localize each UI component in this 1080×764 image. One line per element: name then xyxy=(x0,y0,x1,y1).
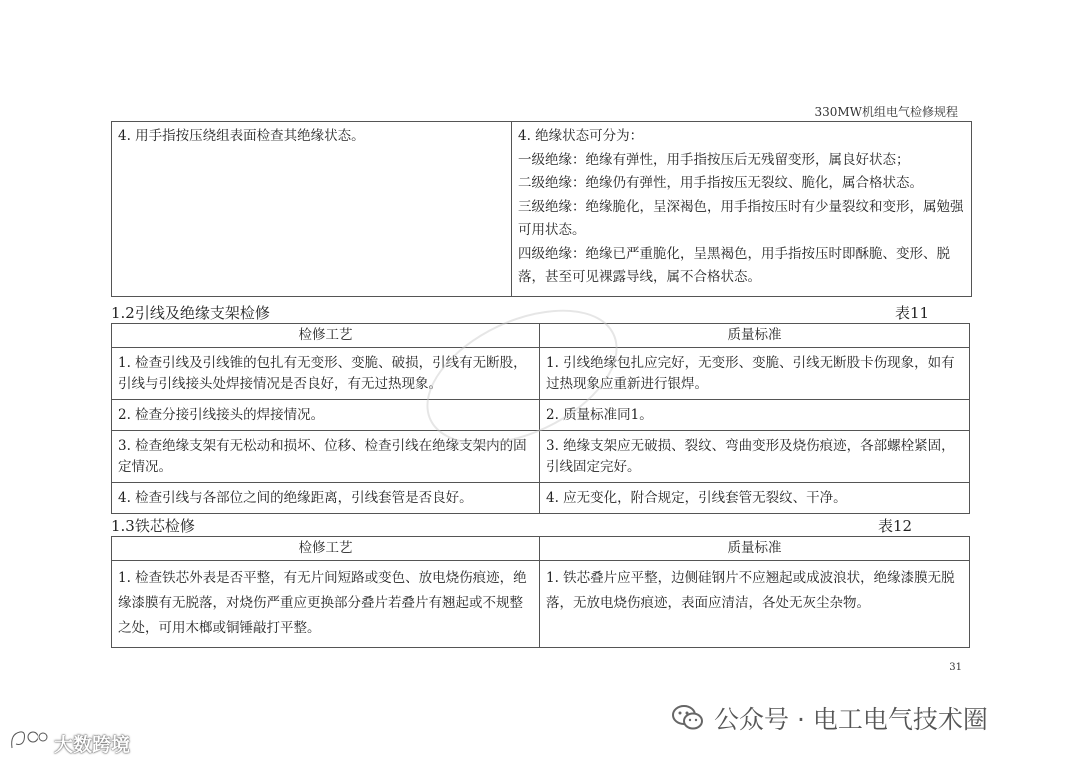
core-inspection-table xyxy=(111,536,970,648)
table-row xyxy=(112,431,970,483)
insulation-check-table xyxy=(111,121,972,297)
lead-insulation-table xyxy=(111,323,970,514)
brand-watermark-text: 大数跨境 xyxy=(54,734,131,756)
table-cell-standard xyxy=(512,122,972,297)
table-cell-process: 1. 检查铁芯外表是否平整，有无片间短路或变色、放电烧伤痕迹，绝缘漆膜有无脱落，对烧伤严重应更换部分叠片若叠片有翘起或不规整之处，可用木榔或铜锤敲打平整。 xyxy=(112,561,540,648)
table-cell-process: 3. 检查绝缘支架有无松动和损坏、位移、检查引线在绝缘支架内的固定情况。 xyxy=(112,431,540,483)
insulation-line: 二级绝缘：绝缘仍有弹性，用手指按压无裂纹、脆化，属合格状态。 xyxy=(518,175,923,191)
wechat-icon xyxy=(672,705,704,731)
table-row xyxy=(112,561,970,648)
section-title-1-2: 1.2引线及绝缘支架检修 xyxy=(111,304,270,322)
table-row xyxy=(112,348,970,400)
table-number-11: 表11 xyxy=(895,304,930,322)
column-header-process: 检修工艺 xyxy=(112,324,540,348)
table-cell-process: 4. 用手指按压绕组表面检查其绝缘状态。 xyxy=(112,122,512,297)
insulation-line: 三级绝缘：绝缘脆化，呈深褐色，用手指按压时有少量裂纹和变形，属勉强可用状态。 xyxy=(518,198,964,238)
table-row xyxy=(112,122,972,297)
table-cell-standard: 3. 绝缘支架应无破损、裂纹、弯曲变形及烧伤痕迹，各部螺栓紧固，引线固定完好。 xyxy=(540,431,970,483)
table-cell-standard: 1. 铁芯叠片应平整，边侧硅钢片不应翘起或成波浪状，绝缘漆膜无脱落，无放电烧伤痕迹，表面应清洁，各处无灰尘杂物。 xyxy=(540,561,970,648)
insulation-line: 四级绝缘：绝缘已严重脆化，呈黑褐色，用手指按压时即酥脆、变形、脱落，甚至可见裸露导线，属不合格状态。 xyxy=(518,245,950,285)
wechat-watermark xyxy=(672,700,988,736)
table-cell-process: 4. 检查引线与各部位之间的绝缘距离，引线套管是否良好。 xyxy=(112,483,540,514)
section-title-1-3: 1.3铁芯检修 xyxy=(111,517,195,535)
page-number: 31 xyxy=(949,662,962,673)
brand-logo-icon xyxy=(8,728,48,759)
table-header-row xyxy=(112,324,970,348)
table-cell-process: 1. 检查引线及引线锥的包扎有无变形、变脆、破损，引线有无断股，引线与引线接头处焊接情况是否良好，有无过热现象。 xyxy=(112,348,540,400)
column-header-standard: 质量标准 xyxy=(540,537,970,561)
table-cell-process: 2. 检查分接引线接头的焊接情况。 xyxy=(112,400,540,431)
table-cell-standard: 4. 应无变化，附合规定，引线套管无裂纹、干净。 xyxy=(540,483,970,514)
insulation-line: 4. 绝缘状态可分为： xyxy=(518,128,644,144)
table-row xyxy=(112,483,970,514)
table-number-12: 表12 xyxy=(878,517,913,535)
table-cell-standard: 1. 引线绝缘包扎应完好，无变形、变脆、引线无断股卡伤现象，如有过热现象应重新进行银焊。 xyxy=(540,348,970,400)
wechat-watermark-text: 公众号 · 电工电气技术圈 xyxy=(714,705,988,734)
table-cell-standard: 2. 质量标准同1。 xyxy=(540,400,970,431)
table-header-row xyxy=(112,537,970,561)
table-row xyxy=(112,400,970,431)
insulation-line: 一级绝缘：绝缘有弹性，用手指按压后无残留变形，属良好状态； xyxy=(518,151,910,168)
document-header-title: 330MW机组电气检修规程 xyxy=(814,105,958,119)
brand-watermark xyxy=(8,728,130,759)
column-header-standard: 质量标准 xyxy=(540,324,970,348)
column-header-process: 检修工艺 xyxy=(112,537,540,561)
